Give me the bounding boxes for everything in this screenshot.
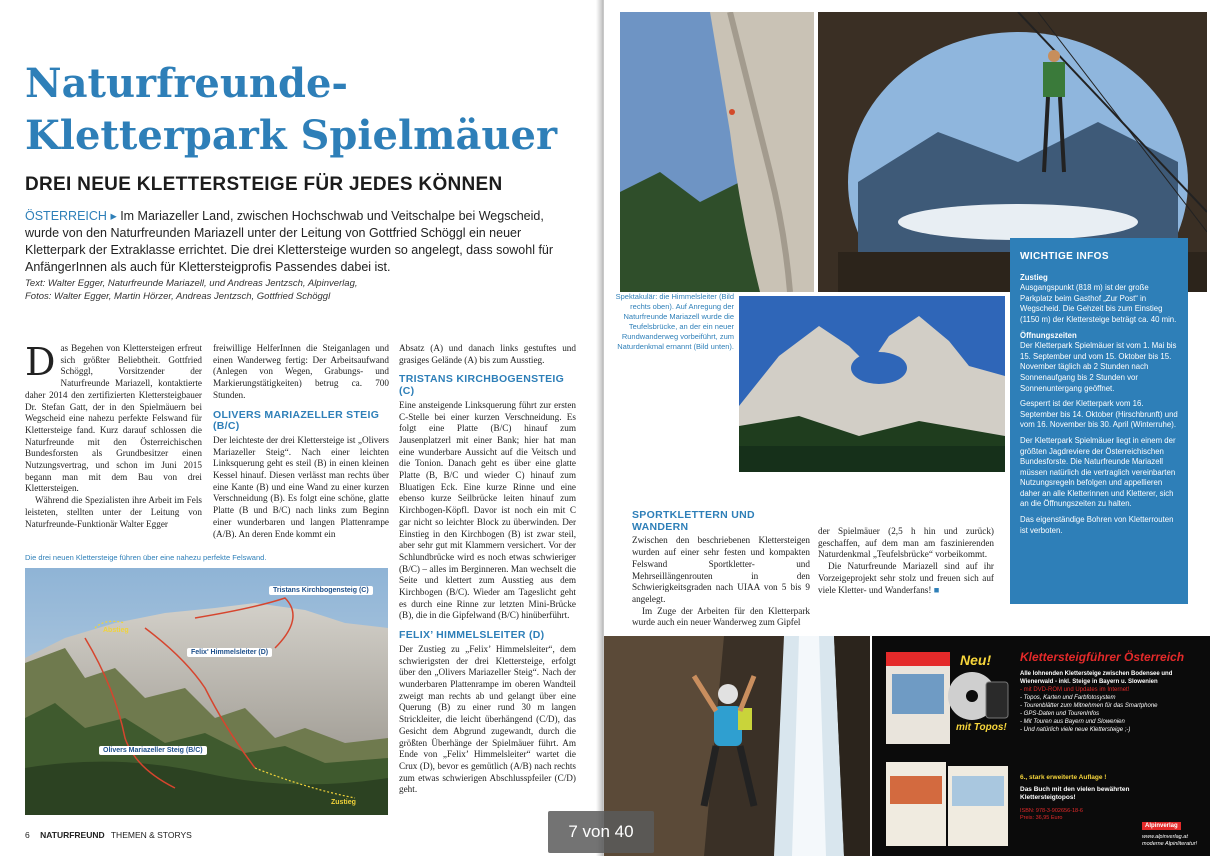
sport-paragraph-3: der Spielmäuer (2,5 h hin und zurück) geschaffen, auf dem man am faszinierenden Naturdenkmal „Teufelsbrücke“ vorbeikommt. (818, 526, 994, 560)
route-label-abstieg: Abstieg (103, 627, 129, 634)
felswand-illustration (25, 568, 388, 815)
col3-paragraph-1: Absatz (A) und danach links gestuftes und grasiges Gelände (A) bis zum Ausstieg. (399, 343, 576, 365)
ad-isbn-block (1020, 808, 1083, 822)
felswand-photo (25, 568, 388, 815)
sport-paragraph-4-text: Die Naturfreunde Mariazell sind auf ihr Vorzeigeprojekt sehr stolz und freuen sich auf viele Kletter- und Wanderfans! (818, 561, 994, 595)
credits-photos: Fotos: Walter Egger, Martin Hörzer, Andreas Jentzsch, Gottfried Schöggl (25, 290, 331, 302)
rock-arch-illustration (739, 296, 1005, 472)
heading-felix-himmelsleiter: FELIX’ HIMMELSLEITER (D) (399, 629, 545, 642)
title-line-2: Kletterpark Spielmäuer (25, 112, 558, 159)
ad-price: Preis: 36,95 Euro (1020, 815, 1063, 821)
ad-line-1: Alle lohnenden Klettersteige zwischen Bodensee und Wienerwald - inkl. Steige in Bayern u. Slowenien (1020, 671, 1173, 685)
ad-line-2: - mit DVD-ROM und Updates im Internet! (1020, 687, 1130, 693)
route-label-zustieg: Zustieg (331, 799, 356, 806)
route-label-tristan: Tristans Kirchbogensteig (C) (269, 586, 373, 595)
ad-auflage: 6., stark erweiterte Auflage ! (1020, 774, 1107, 781)
article-title (25, 58, 585, 162)
info-box-title: WICHTIGE INFOS (1020, 251, 1109, 262)
ad-line-7: - Und natürlich viele neue Klettersteige ;-) (1020, 727, 1131, 733)
left-page (0, 0, 600, 856)
photo-caption-felswand: Die drei neuen Klettersteige führen über eine nahezu perfekte Felswand. (25, 553, 267, 562)
ad-line-5: - GPS-Daten und TourenInfos (1020, 711, 1100, 717)
heading-olivers-steig: OLIVERS MARIAZELLER STEIG (B/C) (213, 408, 380, 433)
intro-text: Im Mariazeller Land, zwischen Hochschwab und Veitschalpe bei Wegscheid, wurde von den Naturfreunden Mariazell unter der Leitung von Gottfried Schöggl ein neuer Kletterpark der Extraklasse errichtet. Die drei Klettersteige wurden so angelegt, dass sowohl für AnfängerInnen als auch für Klettersteigprofis Passendes dabei ist. (25, 209, 554, 274)
text-column-3 (399, 343, 576, 796)
info-zustieg-text: Ausgangspunkt (818 m) ist der große Parkplatz beim Gasthof „Zur Post“ in Wegscheid. Die Gehzeit bis zum Einstieg (1150 m) der Klettersteige beträgt ca. 40 min. (1020, 283, 1177, 324)
sport-paragraph-2: Im Zuge der Arbeiten für den Kletterpark wurde auch ein neuer Wanderweg zum Gipfel (632, 605, 810, 628)
col1-paragraph-1: as Begehen von Klettersteigen erfreut sich größter Beliebtheit. Gottfried Schöggl, Vorsitzender der Naturfreunde Mariazell, kontaktierte daher 2014 den zertifizierten Klettersteigbauer Dr. Stefan Gatt, der in den Spielmäuern bei Wegscheid eine nahezu perfekte Felswand für Klettersteige fand. Kurz darauf schlossen die Naturfreunde mit den Österreichischen Bundesforsten als Grundbesitzer einen Nutzungsvertrag, und schon im Juni 2015 begann man mit dem Bau von drei Klettersteigen. (25, 343, 202, 494)
footer-page-number: 6 (25, 830, 30, 840)
info-zustieg-heading: Zustieg (1020, 272, 1048, 282)
info-oeffnung-text-4: Das eigenständige Bohren von Kletterrouten ist verboten. (1020, 515, 1174, 535)
guidebook-advertisement[interactable] (872, 636, 1210, 856)
info-box (1010, 238, 1188, 604)
right-page (604, 0, 1210, 856)
title-line-1: Naturfreunde- (25, 60, 349, 107)
ad-book-claim: Das Buch mit den vielen bewährten Klettersteigtopos! (1020, 786, 1130, 801)
info-oeffnung-heading: Öffnungszeiten (1020, 330, 1077, 340)
drop-cap: D (25, 340, 56, 384)
article-subtitle: DREI NEUE KLETTERSTEIGE FÜR JEDES KÖNNEN (25, 174, 503, 195)
route-label-felix: Felix' Himmelsleiter (D) (187, 648, 272, 657)
ad-neu-badge: Neu! (960, 652, 992, 668)
end-mark-icon: ■ (933, 584, 940, 595)
teufelsbruecke-photo (739, 296, 1005, 472)
article-credits (25, 278, 580, 303)
climber-wall-illustration (620, 12, 814, 292)
col3-paragraph-2: Eine ansteigende Linksquerung führt zur ersten C-Stelle bei einer kurzen Verschneidung. Es folgt eine Platte (B/C) hinauf zum Jausenplatzerl mit einer Bank; hier hat man eine wunderbare Aussicht auf die Veitsch und die Tonion. Danach geht es über eine glatte Platte (B, B/C und wieder C) hinauf zum Bluatigen Eck. Eine kurze Rinne und eine ebenso kurze Seilbrücke leiten hinauf zum Kirchbogen-Köpfl. Davor ist noch ein mit C gar nicht so leichter Block zu überwinden. Der Einstieg in den Kirchbogen (B) ist zwar steil, aber sehr gut mit Klammern versichert. Vor der Schlundbrücke wird es noch etwas schwieriger (B/C) – alles im Berginneren. Man wechselt die Seite und klettert zum Ausstieg aus dem Kirchbogen (B/C). Wieder am Tageslicht geht es durch eine Rinne zur letzten Mini-Brücke (B), die in die Gipfelwand (B/C) hinüberführt. (399, 399, 576, 621)
heading-sportklettern: SPORTKLETTERN UND WANDERN (632, 509, 755, 533)
article-intro (25, 208, 580, 276)
ad-slogan: moderne Alpinliteratur! (1142, 841, 1198, 847)
photo-caption-side: Spektakulär: die Himmelsleiter (Bild rechts oben). Auf Anregung der Naturfreunde Mariazell wurde die Teufelsbrücke, an der ein neuer Rundwanderweg vorbeiführt, zum Naturdenkmal ernannt (Bild unten). (615, 292, 734, 351)
ad-line-3: - Topos, Karten und Farbfotosystem (1020, 695, 1116, 701)
text-column-2 (213, 343, 389, 540)
col2-paragraph-2: Der leichteste der drei Klettersteige ist „Olivers Mariazeller Steig“. Nach einer leichten Linksquerung geht es steil (B) in einen kleinen Kessel hinauf. Diesen verlässt man rechts über eine Kante (B) und eine Wand zu einer kurzen Verschneidung (B). Es folgt eine schöne, glatte Platte (B und B/C) nach links zum Beginn einer wunderbaren und langen Plattenrampe (A/B). An deren Ende kommt ein (213, 434, 389, 539)
himmelsleiter-photo (620, 12, 814, 292)
ad-topos-badge: mit Topos! (956, 722, 1007, 733)
heading-tristans-steig: TRISTANS KIRCHBOGENSTEIG (C) (399, 373, 565, 398)
sport-paragraph-1: Zwischen den beschriebenen Klettersteigen wurden auf einer sehr festen und kompakten Felswand Sportkletter- und Mehrseillängenrouten in den Schwierigkeitsgraden nach UIAA von 5 bis 9 angelegt. (632, 535, 810, 604)
footer-section: THEMEN & STORYS (110, 830, 192, 840)
ad-line-4: - Tourenblätter zum Mitnehmen für das Smartphone (1020, 703, 1158, 709)
intro-arrow-icon: ▸ (110, 209, 117, 223)
col3-paragraph-3: Der Zustieg zu „Felix’ Himmelsleiter“, dem schwierigsten der drei Klettersteige, erfolgt über den „Olivers Mariazeller Steig“. Nach der wunderbaren Plattenrampe im oberen Wandteil zweigt man rechts ab und gelangt über eine Querung (B) zu einer rund 30 m langen Strickleiter, die leicht überhängend (C/D), das Gesicht dem Abgrund zugewandt, durch die größten Überhänge der Spielmäuer führt. Am Ende von „Felix’ Himmelsleiter“ wartet die Crux (D), bevor es gemütlich (A/B) nach rechts zum etwas schwierigen Abschlusspfeiler (C/D) geht. (399, 643, 576, 795)
ad-feature-list (1020, 670, 1202, 734)
page-indicator[interactable]: 7 von 40 (548, 811, 654, 853)
sport-paragraph-4 (818, 561, 994, 596)
ad-isbn: ISBN: 978-3-902656-18-6 (1020, 808, 1083, 814)
text-column-1 (25, 340, 202, 530)
route-label-olivers: Olivers Mariazeller Steig (B/C) (99, 746, 207, 755)
page-footer (25, 830, 192, 840)
col1-paragraph-2: Während die Spezialisten ihre Arbeit im Fels leisteten, stellten unter der Leitung von Naturfreunde-Funktionär Walter Egger (25, 495, 202, 529)
ad-line-6: - Mit Touren aus Bayern und Slowenien (1020, 719, 1125, 725)
ad-url-block[interactable] (1142, 834, 1197, 848)
info-oeffnung-text-1: Der Kletterpark Spielmäuer ist vom 1. Mai bis 15. September und vom 15. Oktober bis 15. November täglich ab 2 Stunden nach Sonnenaufgang bis 2 Stunden vor Sonnenuntergang geöffnet. (1020, 341, 1177, 393)
ad-title: Klettersteigführer Österreich (1020, 650, 1185, 664)
ad-url[interactable]: www.alpinverlag.at (1142, 834, 1188, 840)
text-column-5 (818, 526, 994, 596)
info-oeffnung-text-3: Der Kletterpark Spielmäuer liegt in einem der größten Jagdreviere der Österreichischen Bundesforste. Die Naturfreunde Mariazell müssen natürlich die vertraglich vereinbarten Nutzungsregeln befolgen und appellieren daher an alle Kletterinnen und Kletterer, sich an die Öffnungszeiten zu halten. (1020, 435, 1176, 509)
col2-paragraph-1: freiwillige HelferInnen die Steiganlagen und einen Wanderweg fertig: Der Arbeitsaufwand (Anlegen von Wegen, Grabungs- und Markierungstätigkeiten) betrug ca. 700 Stunden. (213, 343, 389, 400)
ad-publisher-logo: Alpinverlag (1142, 822, 1181, 830)
text-column-4 (632, 510, 810, 629)
footer-brand: NATURFREUND (40, 830, 105, 840)
credits-text: Text: Walter Egger, Naturfreunde Mariazell, und Andreas Jentzsch, Alpinverlag, (25, 278, 358, 289)
info-oeffnung-text-2: Gesperrt ist der Kletterpark vom 16. September bis 14. Oktober (Hirschbrunft) und vom 16. November bis 30. April (Winterruhe). (1020, 399, 1178, 430)
intro-region: ÖSTERREICH (25, 209, 107, 223)
